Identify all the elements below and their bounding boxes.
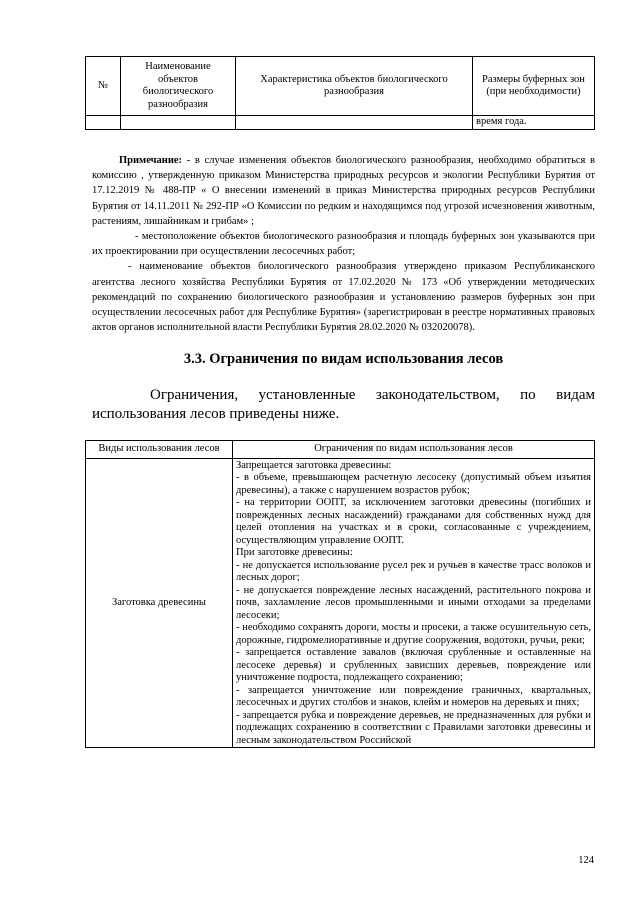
table-header-cell: Наименование объектов биологического разнообразия — [121, 57, 236, 116]
note-block — [92, 153, 595, 335]
restriction-item: - в объеме, превышающем расчетную лесосеку (допустимый объем изъятия древесины), а также с нарушением возрастов рубок; — [236, 472, 591, 496]
restriction-item: Запрещается заготовка древесины: — [236, 459, 392, 471]
restriction-item: - запрещается оставление завалов (включая срубленные и оставленные на лесосеке деревья) и срубленных зависших деревьев, повреждение или уничтожение подроста, подлежащего сохранению; — [236, 647, 591, 683]
lead-text: Ограничения, установленные законодательством, по видам использования лесов приведены ниже. — [92, 387, 595, 422]
restriction-item: - запрещается уничтожение или повреждение граничных, квартальных, лесосечных и других столбов и знаков, клейм и номеров на деревьях и пнях; — [236, 684, 591, 708]
lead-paragraph — [92, 386, 595, 424]
table-row — [86, 116, 595, 130]
restrictions-cell — [233, 458, 595, 748]
section-heading: 3.3. Ограничения по видам использования лесов — [183, 351, 504, 367]
restriction-item: - запрещается рубка и повреждение деревьев, не предназначенных для рубки и подлежащих сохранению в соответствии с Правилами заготовки древесины и лесным законодательством Российской — [236, 709, 591, 746]
table-row — [86, 458, 595, 748]
restriction-item: - необходимо сохранять дороги, мосты и просеки, а также осушительную сеть, дорожные, гидромелиоративные и другие сооружения, водотоки, ручьи, реки; — [236, 622, 591, 646]
note-paragraph: - наименование объектов биологического разнообразия утверждено приказом Республиканского агентства лесного хозяйства Республики Бурятия от 17.02.2020 № 173 «Об утверждении методических рекомендаций по сохранению биологического разнообразия и установлению размеров буферных зон при осуществлении лесосечных работ для Республике Бурятия» (зарегистрирован в реестре нормативных правовых актов органов исполнительной власти Республики Бурятия 28.02.2020 № 032020078). — [92, 261, 595, 334]
page-number: 124 — [578, 855, 594, 866]
table-header-cell: Характеристика объектов биологического разнообразия — [236, 57, 473, 116]
table-header-cell: № — [86, 57, 121, 116]
table-cell — [121, 116, 236, 130]
restrictions-table — [85, 440, 595, 748]
table-cell: время года. — [473, 116, 595, 130]
restriction-item: - не допускается использование русел рек и ручьев в качестве трасс волоков и лесных дорог; — [236, 559, 591, 583]
table-header-cell: Размеры буферных зон (при необходимости) — [473, 57, 595, 116]
biodiversity-table — [85, 56, 595, 130]
table-header-row — [86, 441, 595, 459]
col-header-kind: Виды использования лесов — [86, 441, 233, 459]
forest-use-kind: Заготовка древесины — [86, 458, 233, 748]
restriction-item: - не допускается повреждение лесных насаждений, растительного покрова и почв, захламление лесов промышленными и иными отходами за пределами лесосеки; — [236, 584, 591, 621]
note-text: - в случае изменения объектов биологического разнообразия, необходимо обратиться в комиссию , утвержденную приказом Министерства природных ресурсов и экологии Республики Бурятия от 17.12.2019 № 488-ПР « О внесении изменений в приказ Министерства природных ресурсов Республики Бурятия от 14.11.2011 № 292-ПР «О Комиссии по редким и находящимся под угрозой исчезновения животным, растениям, лишайникам и грибам» ; — [92, 155, 595, 227]
table-header-row — [86, 57, 595, 116]
table-cell — [86, 116, 121, 130]
note-paragraph — [92, 153, 595, 229]
note-paragraph: - местоположение объектов биологического разнообразия и площадь буферных зон указываются при их проектировании при осуществлении лесосечных работ; — [92, 231, 595, 258]
col-header-restrictions: Ограничения по видам использования лесов — [233, 441, 595, 459]
restriction-item: - на территории ООПТ, за исключением заготовки древесины (погибших и поврежденных лесных насаждений) гражданами для собственных нужд для целей отопления на участках и в сроки, согласованные с учреждением, осуществляющим управление ООПТ. — [236, 497, 591, 546]
table-cell — [236, 116, 473, 130]
restriction-item: При заготовке древесины: — [236, 547, 353, 558]
note-label: Примечание: — [119, 155, 183, 166]
